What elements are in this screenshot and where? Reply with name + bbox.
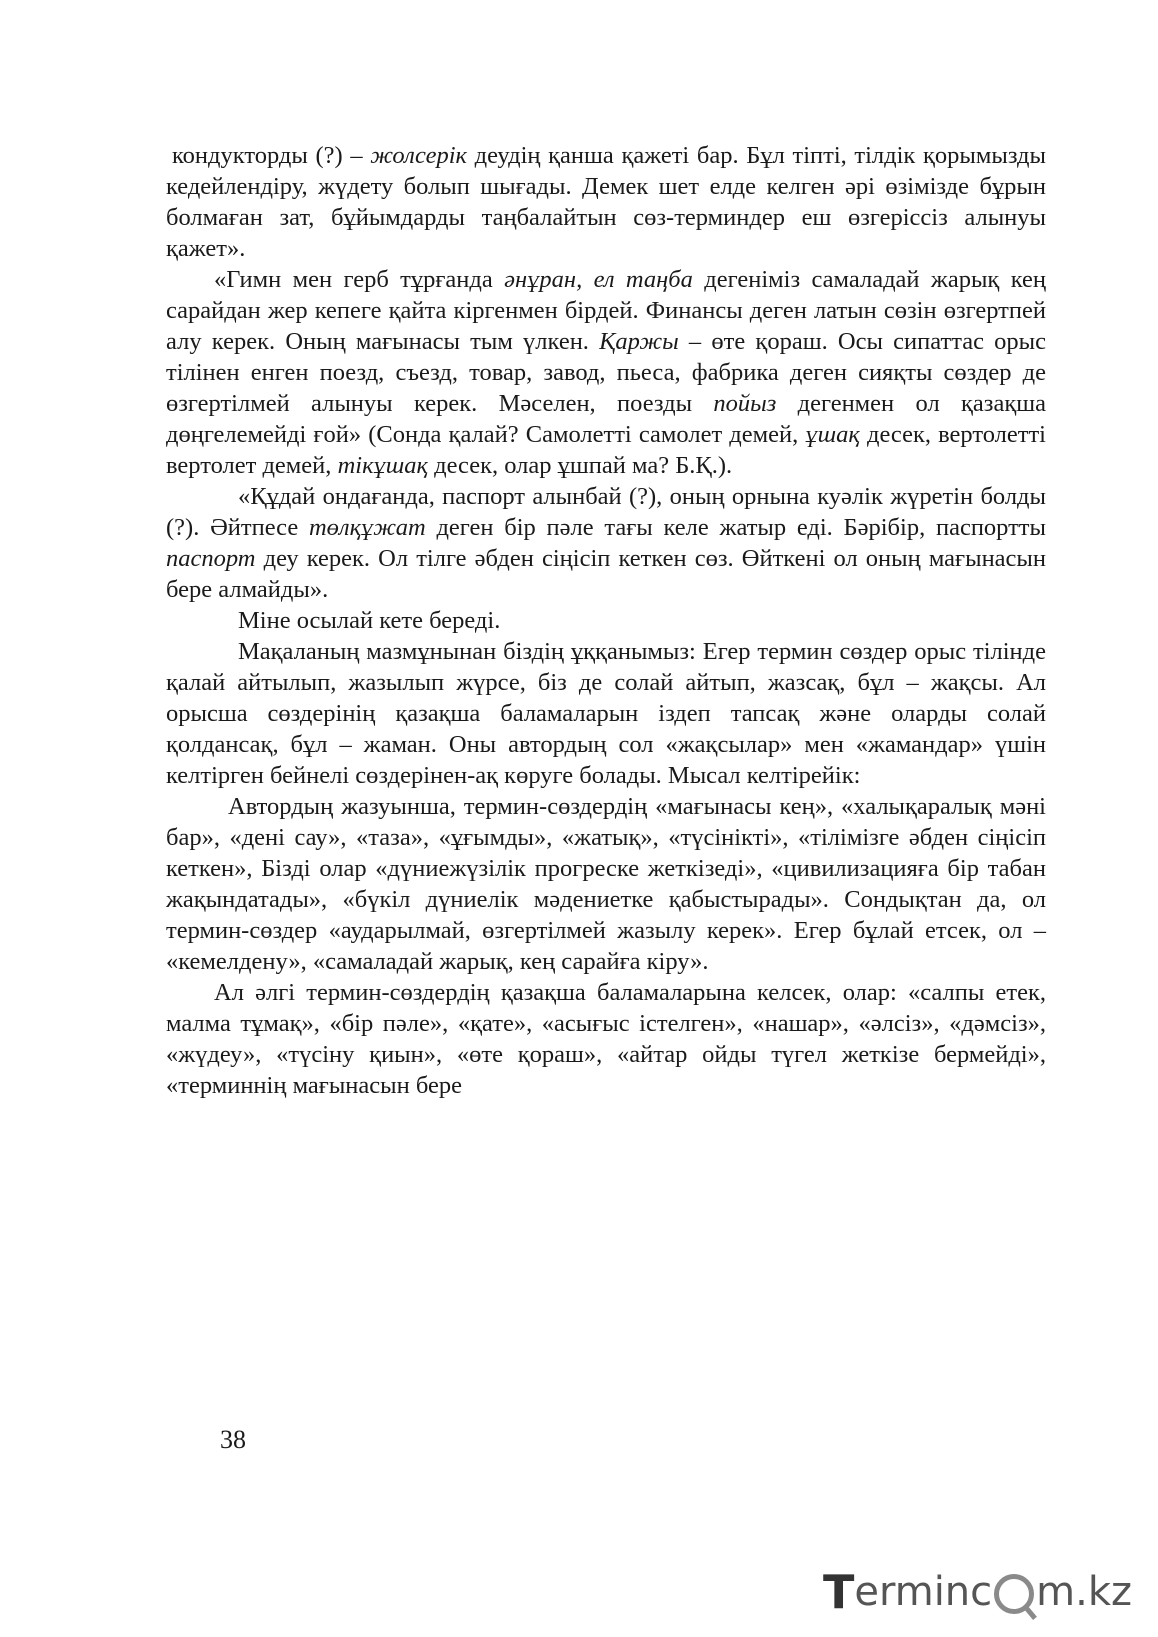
italic-term: төлқұжат (308, 514, 426, 541)
paragraph-4 (166, 605, 1046, 636)
text-run: деудің қанша қажеті бар. Бұл тіпті, тілдік қорымызды кедейлендіру, жүдету болып шығады. Демек шет елде келген әрі өзімізде бұрын болмаған зат, бұйымдарды таңбалайтын сөз-терминдер еш өзгеріссіз алынуы қажет». (166, 142, 1046, 262)
paragraph-2 (166, 264, 1046, 481)
italic-term: пойыз (713, 390, 777, 417)
italic-term: ұшақ (805, 421, 860, 448)
paragraph-7 (166, 977, 1046, 1101)
watermark-text: ermin (854, 1569, 971, 1615)
text-run: «Гимн мен герб тұрғанда (214, 266, 505, 293)
watermark-text-c: c (970, 1569, 993, 1615)
paragraph-5 (166, 636, 1046, 791)
italic-term: жолсерік (370, 142, 467, 169)
text-run: – өте қораш. Осы сипаттас орыс тілінен енген поезд, съезд, товар, завод, пьеса, фабрика деген сияқты сөздер де өзгертілмей алынуы керек. Мәселен, поезды (166, 328, 1047, 417)
paragraph-6 (166, 791, 1046, 977)
text-run: Мақаланың мазмұнынан біздің ұққанымыз: Егер термин сөздер орыс тілінде қалай айтылып, жазылып жүрсе, біз де солай айтып, жазсақ, бұл – жақсы. Ал орысша сөздерінің қазақша баламаларын іздеп тапсақ және оларды солай қолдансақ, бұл – жаман. Оны автордың сол «жақсылар» мен «жамандар» үшін келтірген бейнелі сөздерінен-ақ көруге болады. Мысал келтірейік: (166, 638, 1046, 789)
italic-term: әнұран, ел таңба (504, 266, 693, 293)
document-page (166, 140, 1046, 1101)
italic-term: паспорт (166, 545, 256, 572)
text-run: Міне осылай кете береді. (238, 607, 501, 634)
watermark-domain: m.kz (1036, 1569, 1132, 1615)
terminkom-watermark-logo (823, 1565, 1132, 1619)
text-run: дегеніміз самаладай жарық кең сарайдан жер кепеге қайта кіргенмен бірдей. Финансы деген латын сөзін өзгертпей алу керек. Оның мағынасы тым үлкен. (166, 266, 1046, 355)
italic-term: Қаржы (599, 328, 679, 355)
text-run: Ал әлгі термин-сөздердің қазақша баламаларына келсек, олар: «салпы етек, малма тұмақ», «бір пәле», «қате», «асығыс істелген», «нашар», «әлсіз», «дәмсіз», «жүдеу», «түсіну қиын», «өте қораш», «айтар ойды түгел жеткізе бермейді», «терминнің мағынасын бере (166, 979, 1046, 1099)
text-run: Автордың жазуынша, термин-сөздердің «мағынасы кең», «халықаралық мәні бар», «дені сау», «таза», «ұғымды», «жатық», «түсінікті», «тілімізге әбден сіңісіп кеткен», Бізді олар «дүниежүзілік прогреске жеткізеді», «цивилизацияға бір табан жақындатады», «бүкіл дүниелік мәдениетке қабыстырады». Сондықтан да, ол термин-сөздер «аударылмай, өзгертілмей жазылу керек». Егер бұлай етсек, ол – «кемелдену», «самаладай жарық, кең сарайға кіру». (166, 793, 1046, 975)
text-run: десек, олар ұшпай ма? Б.Қ.). (427, 452, 733, 479)
text-run: деу керек. Ол тілге әбден сіңісіп кеткен сөз. Өйткені ол оның мағынасын бере алмайды». (166, 545, 1046, 603)
page-number: 38 (220, 1425, 246, 1454)
text-run: деген бір пәле тағы келе жатыр еді. Бәрібір, паспортты (425, 514, 1046, 541)
watermark-letter: T (822, 1565, 855, 1619)
text-run: кондукторды (?) – (172, 142, 371, 169)
text-run: десек, вертолетті вертолет демей, (166, 421, 1046, 479)
paragraph-1 (166, 140, 1046, 264)
text-run: дегенмен ол қазақша дөңгелемейді ғой» (Сонда қалай? Самолетті самолет демей, (166, 390, 1046, 448)
italic-term: тікұшақ (337, 452, 428, 479)
magnifier-icon (994, 1574, 1034, 1614)
text-run: «Құдай ондағанда, паспорт алынбай (?), оның орнына куәлік жүретін болды (?). Әйтпесе (166, 483, 1046, 541)
paragraph-3 (166, 481, 1046, 605)
